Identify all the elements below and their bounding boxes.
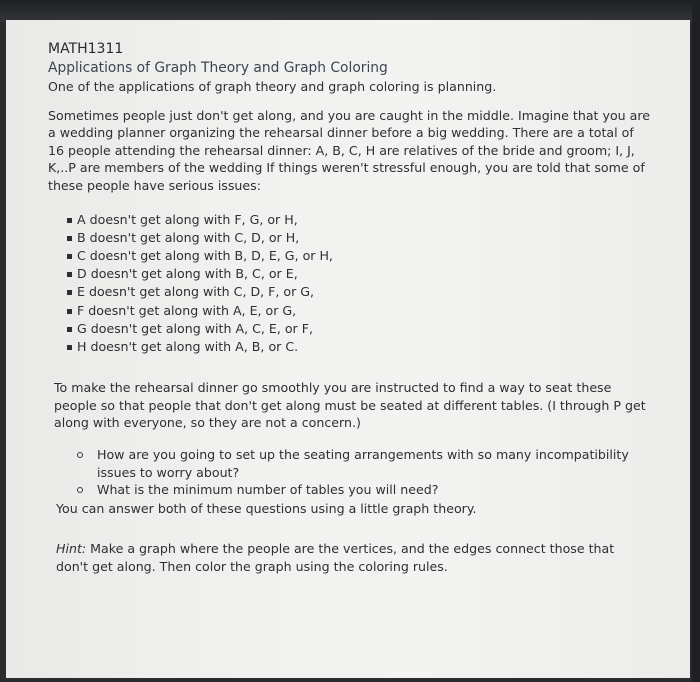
document-page — [6, 20, 690, 678]
list-item: F doesn't get along with A, E, or G, — [67, 302, 650, 320]
question-item: How are you going to set up the seating arrangements with so many incompatibility issues to worry about? — [97, 446, 650, 481]
issues-list — [48, 211, 650, 357]
hint-text: Make a graph where the people are the vertices, and the edges connect those that don't get along. Then color the graph using the coloring rules. — [56, 541, 615, 574]
list-item: H doesn't get along with A, B, or C. — [67, 338, 650, 356]
document-title: Applications of Graph Theory and Graph Coloring — [48, 60, 388, 76]
list-item: A doesn't get along with F, G, or H, — [67, 211, 650, 229]
hint-paragraph — [48, 540, 650, 575]
list-item: B doesn't get along with C, D, or H, — [67, 229, 650, 247]
intro-paragraph: Sometimes people just don't get along, and you are caught in the middle. Imagine that you are a wedding planner organizing the rehearsal dinner before a big wedding. There are a total of 16 people attending the rehearsal dinner: A, B, C, H are relatives of the bride and groom; I, J, K,..P are members of the wedding If things weren't stressful enough, you are told that some of these people have serious issues: — [48, 107, 651, 193]
questions-list — [48, 446, 650, 499]
list-item: G doesn't get along with A, C, E, or F, — [67, 320, 650, 338]
list-item: E doesn't get along with C, D, F, or G, — [67, 283, 650, 301]
hint-label: Hint: — [56, 541, 87, 557]
list-item: D doesn't get along with B, C, or E, — [67, 265, 650, 283]
screen-top-edge — [0, 0, 700, 22]
course-code: MATH1311 — [48, 41, 124, 57]
lead-sentence: One of the applications of graph theory and graph coloring is planning. — [48, 79, 497, 94]
question-item: What is the minimum number of tables you will need? — [97, 481, 650, 499]
task-paragraph: To make the rehearsal dinner go smoothly you are instructed to find a way to seat these people so that people that don't get along must be seated at different tables. (I through P get along with everyone, so they are not a concern.) — [54, 380, 646, 431]
list-item: C doesn't get along with B, D, E, G, or H, — [67, 247, 650, 265]
screen-right-edge — [692, 0, 700, 682]
answer-sentence: You can answer both of these questions using a little graph theory. — [56, 500, 477, 516]
